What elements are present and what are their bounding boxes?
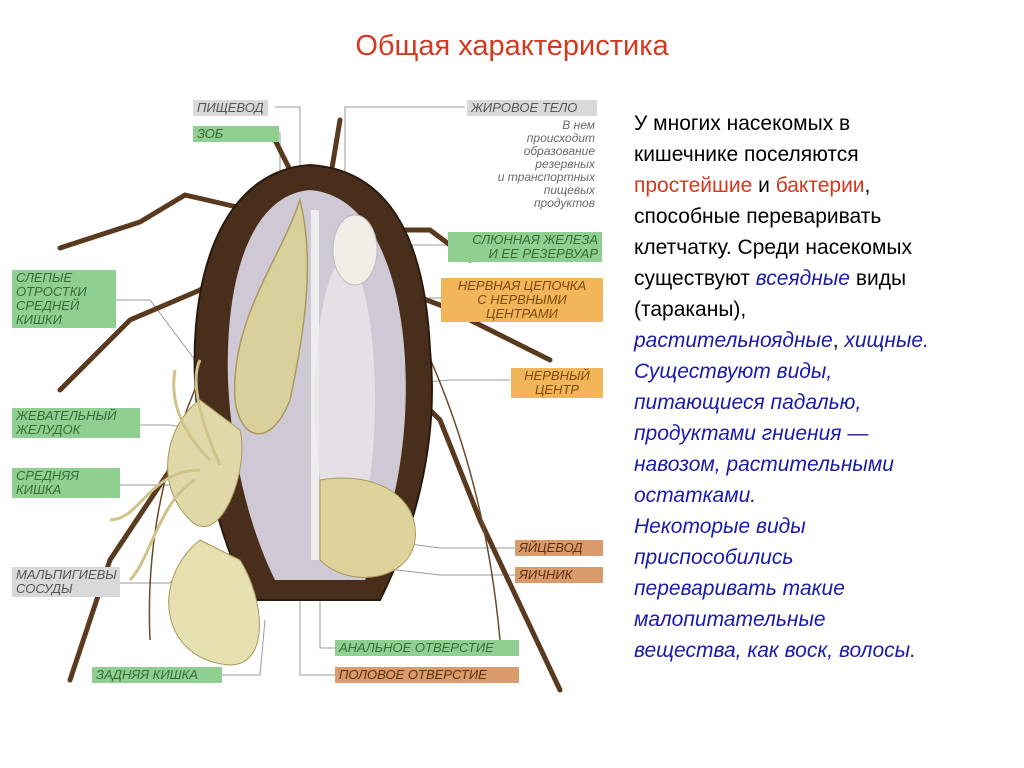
text-line	[634, 325, 1006, 356]
label-nerve-center	[511, 368, 603, 398]
text-line: навозом, растительными	[634, 453, 894, 476]
label-blind-processes	[12, 270, 116, 328]
note-line: продуктов	[533, 196, 595, 210]
label-nerve-chain	[441, 278, 603, 322]
label-oviduct: ЯЙЦЕВОД	[515, 540, 603, 556]
label-line: СРЕДНЕЙ	[16, 298, 80, 313]
label-ovary: ЯИЧНИК	[515, 567, 603, 583]
label-line: ЦЕНТРАМИ	[486, 306, 558, 321]
label-line: СОСУДЫ	[16, 581, 73, 596]
label-line: КИШКИ	[16, 312, 62, 327]
text-line: вещества, как воск, волосы.	[634, 639, 916, 662]
label-anal-opening: АНАЛЬНОЕ ОТВЕРСТИЕ	[335, 640, 519, 656]
note-line: происходит	[526, 131, 595, 145]
salivary-gland	[333, 215, 377, 285]
fat-body-note	[440, 119, 595, 210]
text-protozoa: простейшие	[634, 174, 753, 197]
text-bacteria: бактерии	[775, 174, 865, 197]
label-line: ЦЕНТР	[534, 382, 580, 397]
text-line: У многих насекомых в	[634, 112, 851, 135]
note-line: пищевых	[543, 183, 595, 197]
label-line: КИШКА	[16, 482, 62, 497]
note-line: В нем	[562, 118, 595, 132]
label-line: ЖЕЛУДОК	[16, 422, 81, 437]
text-exist: существуют	[634, 267, 756, 290]
text-line: Существуют виды,	[634, 360, 833, 383]
label-fat-body: ЖИРОВОЕ ТЕЛО	[467, 100, 597, 116]
note-line: и транспортных	[497, 170, 595, 184]
text-comma: ,	[864, 174, 871, 197]
text-line: приспособились	[634, 546, 794, 569]
label-midgut	[12, 468, 120, 498]
label-salivary-gland	[448, 232, 602, 262]
text-line	[634, 263, 1006, 294]
label-line: НЕРВНЫЙ	[524, 368, 590, 383]
label-line: СЛЮННАЯ ЖЕЛЕЗА	[472, 232, 598, 247]
text-line: питающиеся падалью,	[634, 391, 862, 414]
label-line: ЖЕВАТЕЛЬНЫЙ	[16, 408, 117, 423]
note-line: образование	[523, 144, 595, 158]
label-line: НЕРВНАЯ ЦЕПОЧКА	[457, 278, 587, 293]
text-sep: ,	[832, 329, 845, 352]
text-line: продуктами гниения —	[634, 422, 869, 445]
label-line: СЛЕПЫЕ	[16, 270, 73, 285]
text-line: Некоторые виды	[634, 515, 806, 538]
text-line: кишечнике поселяются	[634, 143, 859, 166]
label-line: МАЛЬПИГИЕВЫ	[16, 567, 117, 582]
label-line: ОТРОСТКИ	[16, 284, 87, 299]
text-species: виды	[849, 267, 907, 290]
label-line: И ЕЕ РЕЗЕРВУАР	[488, 246, 598, 261]
text-line: клетчатку. Среди насекомых	[634, 236, 913, 259]
text-line: способные переваривать	[634, 205, 882, 228]
text-omnivorous: всеядные	[755, 267, 850, 290]
label-line: СРЕДНЯЯ	[16, 468, 79, 483]
description-text	[634, 108, 1006, 666]
label-genital-opening: ПОЛОВОЕ ОТВЕРСТИЕ	[335, 667, 519, 683]
text-line	[634, 170, 1006, 201]
text-line: остатками.	[634, 484, 757, 507]
text-line: малопитательные	[634, 608, 826, 631]
label-hindgut: ЗАДНЯЯ КИШКА	[92, 667, 222, 683]
label-malpighian	[12, 567, 120, 597]
text-line: (тараканы),	[634, 298, 747, 321]
label-esophagus: ПИЩЕВОД	[193, 100, 268, 116]
text-herbivorous: растительноядные	[634, 329, 833, 352]
slide-title: Общая характеристика	[355, 30, 669, 62]
label-crop: ЗОБ	[193, 126, 279, 142]
text-and: и	[752, 174, 776, 197]
label-line: С НЕРВНЫМИ	[477, 292, 567, 307]
label-gizzard	[12, 408, 140, 438]
text-predatory: хищные.	[844, 329, 929, 352]
note-line: резервных	[535, 157, 595, 171]
text-line: переваривать такие	[634, 577, 845, 600]
